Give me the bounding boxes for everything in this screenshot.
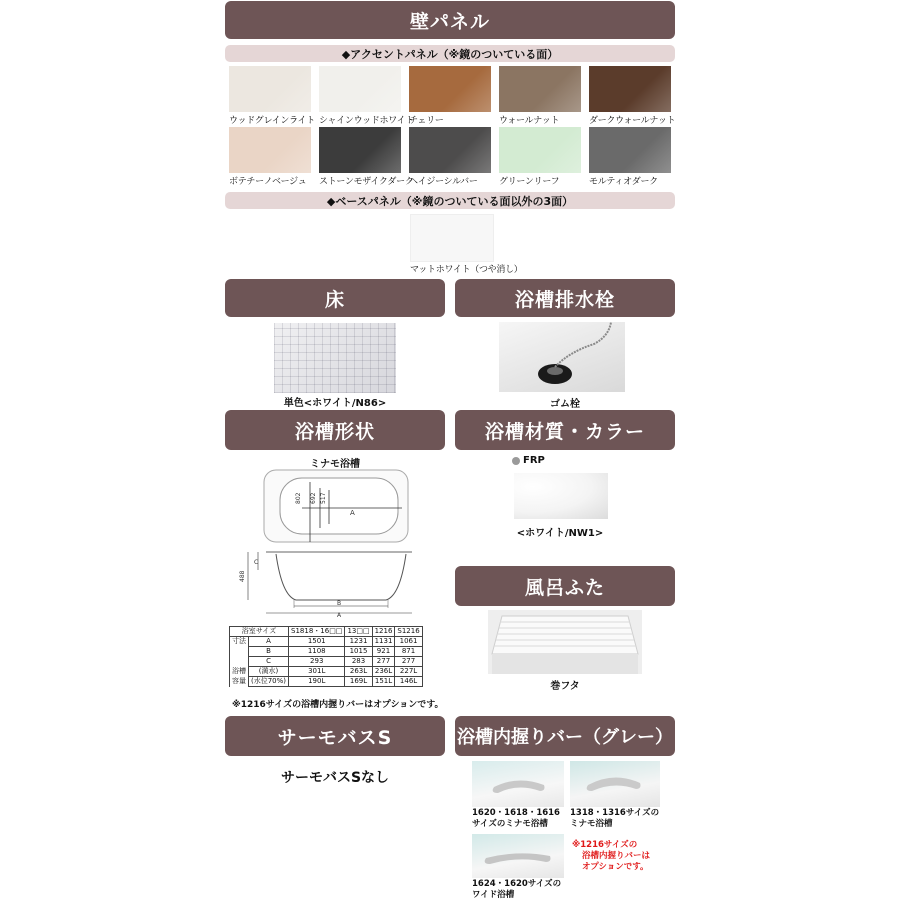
table-header-cell: S1216 — [395, 627, 422, 637]
grip-caption-line: ワイド浴槽 — [472, 890, 515, 900]
accent-panel-label: ストーンモザイクダーク — [319, 177, 414, 187]
svg-text:802: 802 — [295, 492, 302, 504]
tub-dimension-table — [229, 626, 423, 687]
table-cell: 301L — [289, 667, 345, 677]
warning-line: ※1216サイズの — [572, 840, 638, 850]
svg-text:A: A — [350, 509, 355, 517]
svg-text:A: A — [337, 612, 342, 618]
table-body — [230, 637, 423, 687]
tub-material-name: FRP — [523, 455, 545, 466]
table-cell — [230, 657, 249, 667]
accent-panel-swatch — [499, 127, 581, 173]
table-cell: 容量 — [230, 677, 249, 687]
tub-table-note: ※1216サイズの浴槽内握りバーはオプションです。 — [232, 700, 444, 710]
floor-swatch — [274, 323, 396, 393]
accent-panel-swatch — [589, 127, 671, 173]
accent-panel-label: ボテチーノベージュ — [229, 177, 307, 187]
grip-caption-3 — [472, 879, 561, 901]
table-cell: B — [249, 647, 289, 657]
table-row — [230, 667, 423, 677]
thermo-value: サーモバスSなし — [280, 770, 390, 786]
accent-panel-heading: ◆アクセントパネル（※鏡のついている面） — [225, 45, 675, 62]
grip-photo-3 — [472, 834, 564, 878]
floor-caption: 単色<ホワイト/N86> — [283, 398, 387, 409]
table-header-row — [230, 627, 423, 637]
table-cell: 169L — [345, 677, 372, 687]
table-row — [230, 657, 423, 667]
table-header-cell: S1818・16□□ — [289, 627, 345, 637]
accent-panel-swatch — [409, 127, 491, 173]
svg-text:692: 692 — [310, 492, 317, 504]
material-dot-icon — [512, 457, 520, 465]
table-cell: 浴槽 — [230, 667, 249, 677]
grip-bar-icon — [570, 761, 660, 807]
base-panel-heading: ◆ベースパネル（※鏡のついている面以外の3面） — [225, 192, 675, 209]
warning-line: 浴槽内握りバーは — [582, 851, 651, 861]
grip-caption-line: サイズのミナモ浴槽 — [472, 819, 548, 829]
table-cell: 1108 — [289, 647, 345, 657]
table-cell: 227L — [395, 667, 422, 677]
table-row — [230, 637, 423, 647]
grip-photo-2 — [570, 761, 660, 807]
base-panel-swatch — [410, 214, 494, 262]
floor-header: 床 — [225, 279, 445, 317]
drain-caption: ゴム栓 — [550, 399, 580, 410]
lid-header: 風呂ふた — [455, 566, 675, 606]
warning-line: オプションです。 — [582, 862, 649, 872]
table-cell: 263L — [345, 667, 372, 677]
svg-text:517: 517 — [320, 492, 327, 504]
drain-photo — [499, 322, 625, 392]
grip-option-warning — [572, 840, 650, 873]
table-row — [230, 677, 423, 687]
table-cell: 293 — [289, 657, 345, 667]
table-cell: 151L — [372, 677, 395, 687]
lid-caption: 巻フタ — [550, 681, 580, 692]
table-cell: 277 — [372, 657, 395, 667]
tub-shape-header: 浴槽形状 — [225, 410, 445, 450]
table-cell: 1231 — [345, 637, 372, 647]
accent-panel-label: ウッドグレインライト — [229, 116, 315, 126]
table-header-cell: 浴室サイズ — [230, 627, 289, 637]
accent-panel-swatch — [319, 66, 401, 112]
lid-photo — [488, 610, 642, 674]
table-cell: 146L — [395, 677, 422, 687]
table-header-cell: 1216 — [372, 627, 395, 637]
grip-caption-1 — [472, 808, 560, 830]
table-cell: A — [249, 637, 289, 647]
wall-panel-header: 壁パネル — [225, 1, 675, 39]
tub-shape-name: ミナモ浴槽 — [310, 459, 360, 470]
table-cell: 871 — [395, 647, 422, 657]
accent-panel-label: シャインウッドホワイト — [319, 116, 415, 126]
table-cell: 283 — [345, 657, 372, 667]
svg-text:488: 488 — [239, 570, 246, 582]
table-cell — [230, 647, 249, 657]
tub-top-diagram — [262, 468, 412, 546]
roll-lid-icon — [488, 610, 642, 674]
accent-panel-label: ウォールナット — [499, 116, 560, 126]
grip-caption-line: ミナモ浴槽 — [570, 819, 613, 829]
table-cell: 1501 — [289, 637, 345, 647]
grip-bar-icon — [472, 834, 564, 878]
drain-header: 浴槽排水栓 — [455, 279, 675, 317]
table-cell: 1015 — [345, 647, 372, 657]
table-cell: (水位70%) — [249, 677, 289, 687]
table-cell: 寸法 — [230, 637, 249, 647]
grip-photo-1 — [472, 761, 564, 807]
accent-panel-swatch — [499, 66, 581, 112]
tub-material-caption: <ホワイト/NW1> — [516, 528, 604, 539]
tub-material-row — [512, 455, 545, 466]
table-row — [230, 647, 423, 657]
grip-bar-header: 浴槽内握りバー（グレー） — [455, 716, 675, 756]
tub-side-diagram — [236, 548, 416, 618]
rubber-plug-icon — [499, 322, 625, 392]
table-cell: 1061 — [395, 637, 422, 647]
accent-panel-label: ヘイジーシルバー — [409, 177, 478, 187]
table-cell: (満水) — [249, 667, 289, 677]
accent-panel-label: モルティオダーク — [589, 177, 658, 187]
grip-caption-line: 1624・1620サイズの — [472, 879, 562, 889]
accent-panel-swatch — [409, 66, 491, 112]
table-cell: 1131 — [372, 637, 395, 647]
thermo-header: サーモバスS — [225, 716, 445, 756]
tub-material-header: 浴槽材質・カラー — [455, 410, 675, 450]
grip-caption-2 — [570, 808, 659, 830]
table-cell: 277 — [395, 657, 422, 667]
table-cell: 236L — [372, 667, 395, 677]
table-cell: 921 — [372, 647, 395, 657]
svg-text:C: C — [254, 559, 259, 566]
table-cell: C — [249, 657, 289, 667]
grip-caption-line: 1318・1316サイズの — [570, 808, 660, 818]
accent-panel-swatch — [229, 66, 311, 112]
accent-panel-swatch — [319, 127, 401, 173]
tub-material-swatch — [514, 473, 608, 519]
accent-panel-label: グリーンリーフ — [499, 177, 560, 187]
accent-panel-swatch — [229, 127, 311, 173]
accent-panel-label: チェリー — [409, 116, 444, 126]
accent-panel-swatch — [589, 66, 671, 112]
grip-bar-icon — [472, 761, 564, 807]
svg-text:B: B — [337, 600, 342, 607]
base-panel-label: マットホワイト（つや消し） — [410, 265, 523, 275]
table-cell: 190L — [289, 677, 345, 687]
grip-caption-line: 1620・1618・1616 — [472, 808, 560, 818]
table-header-cell: 13□□ — [345, 627, 372, 637]
accent-panel-label: ダークウォールナット — [589, 116, 676, 126]
